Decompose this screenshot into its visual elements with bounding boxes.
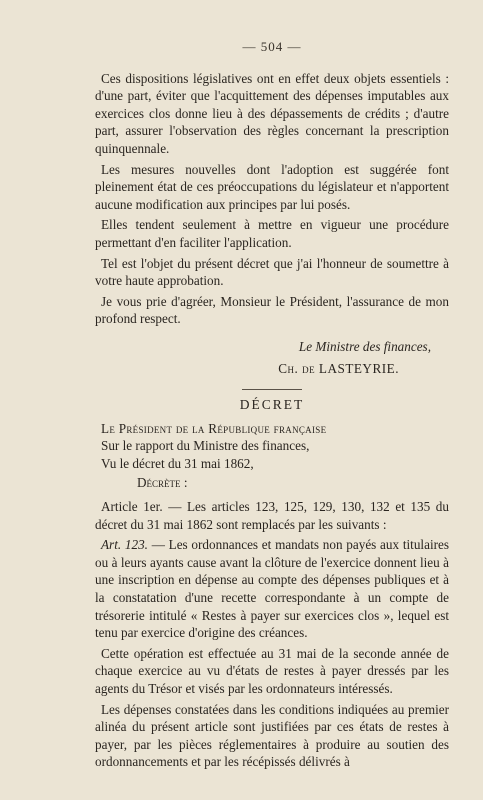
signature-title: Le Ministre des finances, (298, 338, 431, 354)
paragraph-mesures: Les mesures nouvelles dont l'adoption est suggérée font pleinement état de ces préoccupations du législateur et n'apportent aucune modification aux principes par lui posés. (95, 161, 449, 212)
paragraph-dispositions: Ces dispositions législatives ont en effet deux objets essentiels : d'une part, éviter que l'acquittement des dépenses imputables aux exercices clos donne lieu à des dépassements de crédits ; d'autre part, assurer l'observation des règles concernant la prescription quinquennale. (95, 70, 449, 156)
decree-decrete: Décrète : (137, 475, 188, 491)
page-number: — 504 — (242, 39, 302, 54)
decree-article-123 (95, 536, 449, 642)
decree-vu: Vu le décret du 31 mai 1862, (101, 455, 254, 471)
article-123-text: — Les ordonnances et mandats non payés aux titulaires ou à leurs ayants cause avant la clôture de l'exercice donnent lieu à une inscription en dépense au compte des dépenses publiques et à la constatation d'une recette correspondante à un compte de trésorerie intitulé « Restes à payer sur exercices clos », lequel est tenu par exercice d'origine des créances. (95, 537, 449, 641)
decree-article-1: Article 1er. — Les articles 123, 125, 129, 130, 132 et 135 du décret du 31 mai 1862 sont remplacés par les suivants : (95, 499, 449, 532)
paragraph-tendent: Elles tendent seulement à mettre en vigueur une procédure permettant d'en faciliter l'application. (95, 217, 449, 250)
paragraph-depenses: Les dépenses constatées dans les conditions indiquées au premier alinéa du présent article sont justifiées par ces états de restes à payer, par les pièces réglementaires à produire au soutien des ordonnancements et par les récépissés délivrés à (95, 701, 449, 770)
article-123-label: Art. 123. (101, 537, 148, 553)
paragraph-operation: Cette opération est effectuée au 31 mai de la seconde année de chaque exercice au vu d'états de restes à payer dressés par les agents du Trésor et visés par les ordonnateurs intéressés. (95, 645, 449, 696)
paragraph-respect: Je vous prie d'agréer, Monsieur le Président, l'assurance de mon profond respect. (95, 293, 449, 327)
decree-rapport: Sur le rapport du Ministre des finances, (101, 438, 310, 454)
decree-president: Le Président de la République française (101, 420, 327, 436)
section-divider (242, 389, 302, 390)
signature-name: Ch. de LASTEYRIE. (278, 360, 399, 376)
decree-title: DÉCRET (239, 397, 305, 413)
paragraph-objet: Tel est l'objet du présent décret que j'ai l'honneur de soumettre à votre haute approbation. (95, 255, 449, 289)
